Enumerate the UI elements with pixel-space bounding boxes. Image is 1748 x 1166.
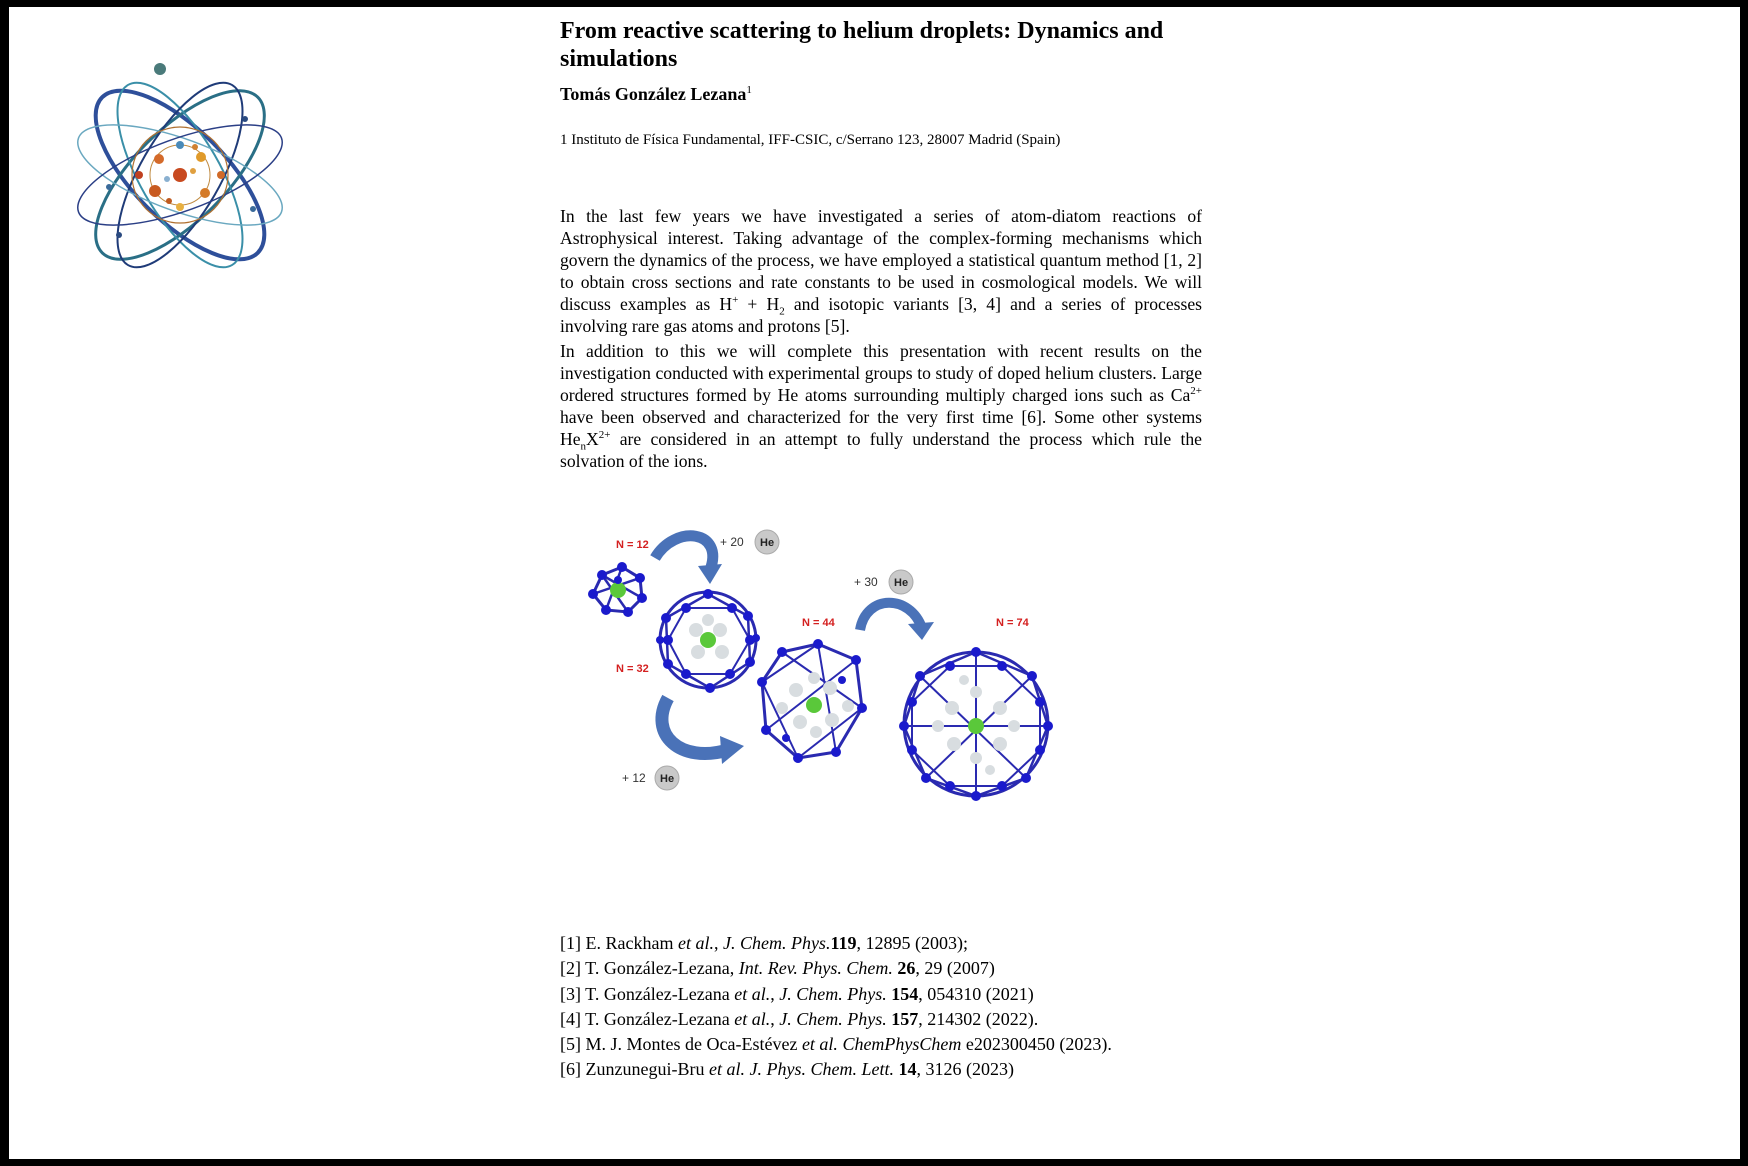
label-add30: + 30 (854, 575, 878, 589)
he-label: He (760, 537, 775, 549)
atom-logo-icon (59, 59, 301, 291)
affiliation: 1 Instituto de Física Fundamental, IFF-CSIC, c/Serrano 123, 28007 Madrid (Spain) (560, 132, 1061, 148)
helium-cluster-figure (560, 512, 1120, 842)
reference-item: [1] E. Rackham et al., J. Chem. Phys.119, 12895 (2003); (560, 933, 968, 953)
reference-item: [3] T. González-Lezana et al., J. Chem. Phys. 154, 054310 (2021) (560, 983, 1034, 1004)
abstract-paragraph-1: In the last few years we have investigated a series of atom-diatom reactions of Astrophysical interest. Taking advantage of the complex-forming mechanisms which govern the dynamics of the process, we have employed a statistical quantum method [1, 2] to obtain cross sections and rate constants to be used in cosmological models. We will discuss examples as $H^+ + H_2$ and isotopic variants [3, 4] and a series of processes involving rare gas atoms and protons [5]. (560, 206, 1202, 336)
label-add12: + 12 (622, 771, 646, 785)
arrow-add20-head-icon (698, 564, 722, 584)
he-label: He (894, 577, 909, 589)
label-n74: N = 74 (996, 617, 1029, 629)
reference-item: [2] T. González-Lezana, Int. Rev. Phys. Chem. 26, 29 (2007) (560, 958, 995, 979)
label-n32: N = 32 (616, 663, 649, 675)
author-affiliation-mark: 1 (746, 84, 752, 96)
arrow-add20-icon (655, 536, 713, 570)
paper-title: From reactive scattering to helium droplets: Dynamics and simulations (560, 18, 1164, 72)
cluster-n12 (588, 562, 647, 617)
abstract (560, 205, 1202, 472)
cluster-n44 (757, 639, 867, 763)
abstract-column (560, 17, 1202, 842)
arrow-add30-head-icon (908, 622, 934, 640)
label-add20: + 20 (720, 535, 744, 549)
cluster-n74 (899, 647, 1053, 801)
page (9, 7, 1740, 1159)
reference-item: [5] M. J. Montes de Oca-Estévez et al. ChemPhysChem e202300450 (2023). (560, 1034, 1112, 1055)
cluster-n32 (656, 589, 760, 693)
arrow-add12-head-icon (720, 736, 744, 764)
author-line (560, 79, 1202, 105)
author-name: Tomás González Lezana (560, 84, 747, 104)
reference-item: [4] T. González-Lezana et al., J. Chem. Phys. 157, 214302 (2022). (560, 1008, 1039, 1029)
arrow-add12-icon (662, 698, 728, 754)
he-label: He (660, 773, 675, 785)
label-n12: N = 12 (616, 539, 649, 551)
label-n44: N = 44 (802, 617, 835, 629)
abstract-paragraph-2: In addition to this we will complete this presentation with recent results on the investigation conducted with experimental groups to study of doped helium clusters. Large ordered structures formed by He atoms surrounding multiply charged ions such as $Ca^{2+}$ have been observed and characterized for the very first time [6]. Some other systems $He_nX^{2+}$ are considered in an attempt to fully understand the process which rule the solvation of the ions. (560, 341, 1202, 471)
references (560, 931, 1260, 1083)
reference-item: [6] Zunzunegui-Bru et al. J. Phys. Chem. Lett. 14, 3126 (2023) (560, 1059, 1014, 1080)
